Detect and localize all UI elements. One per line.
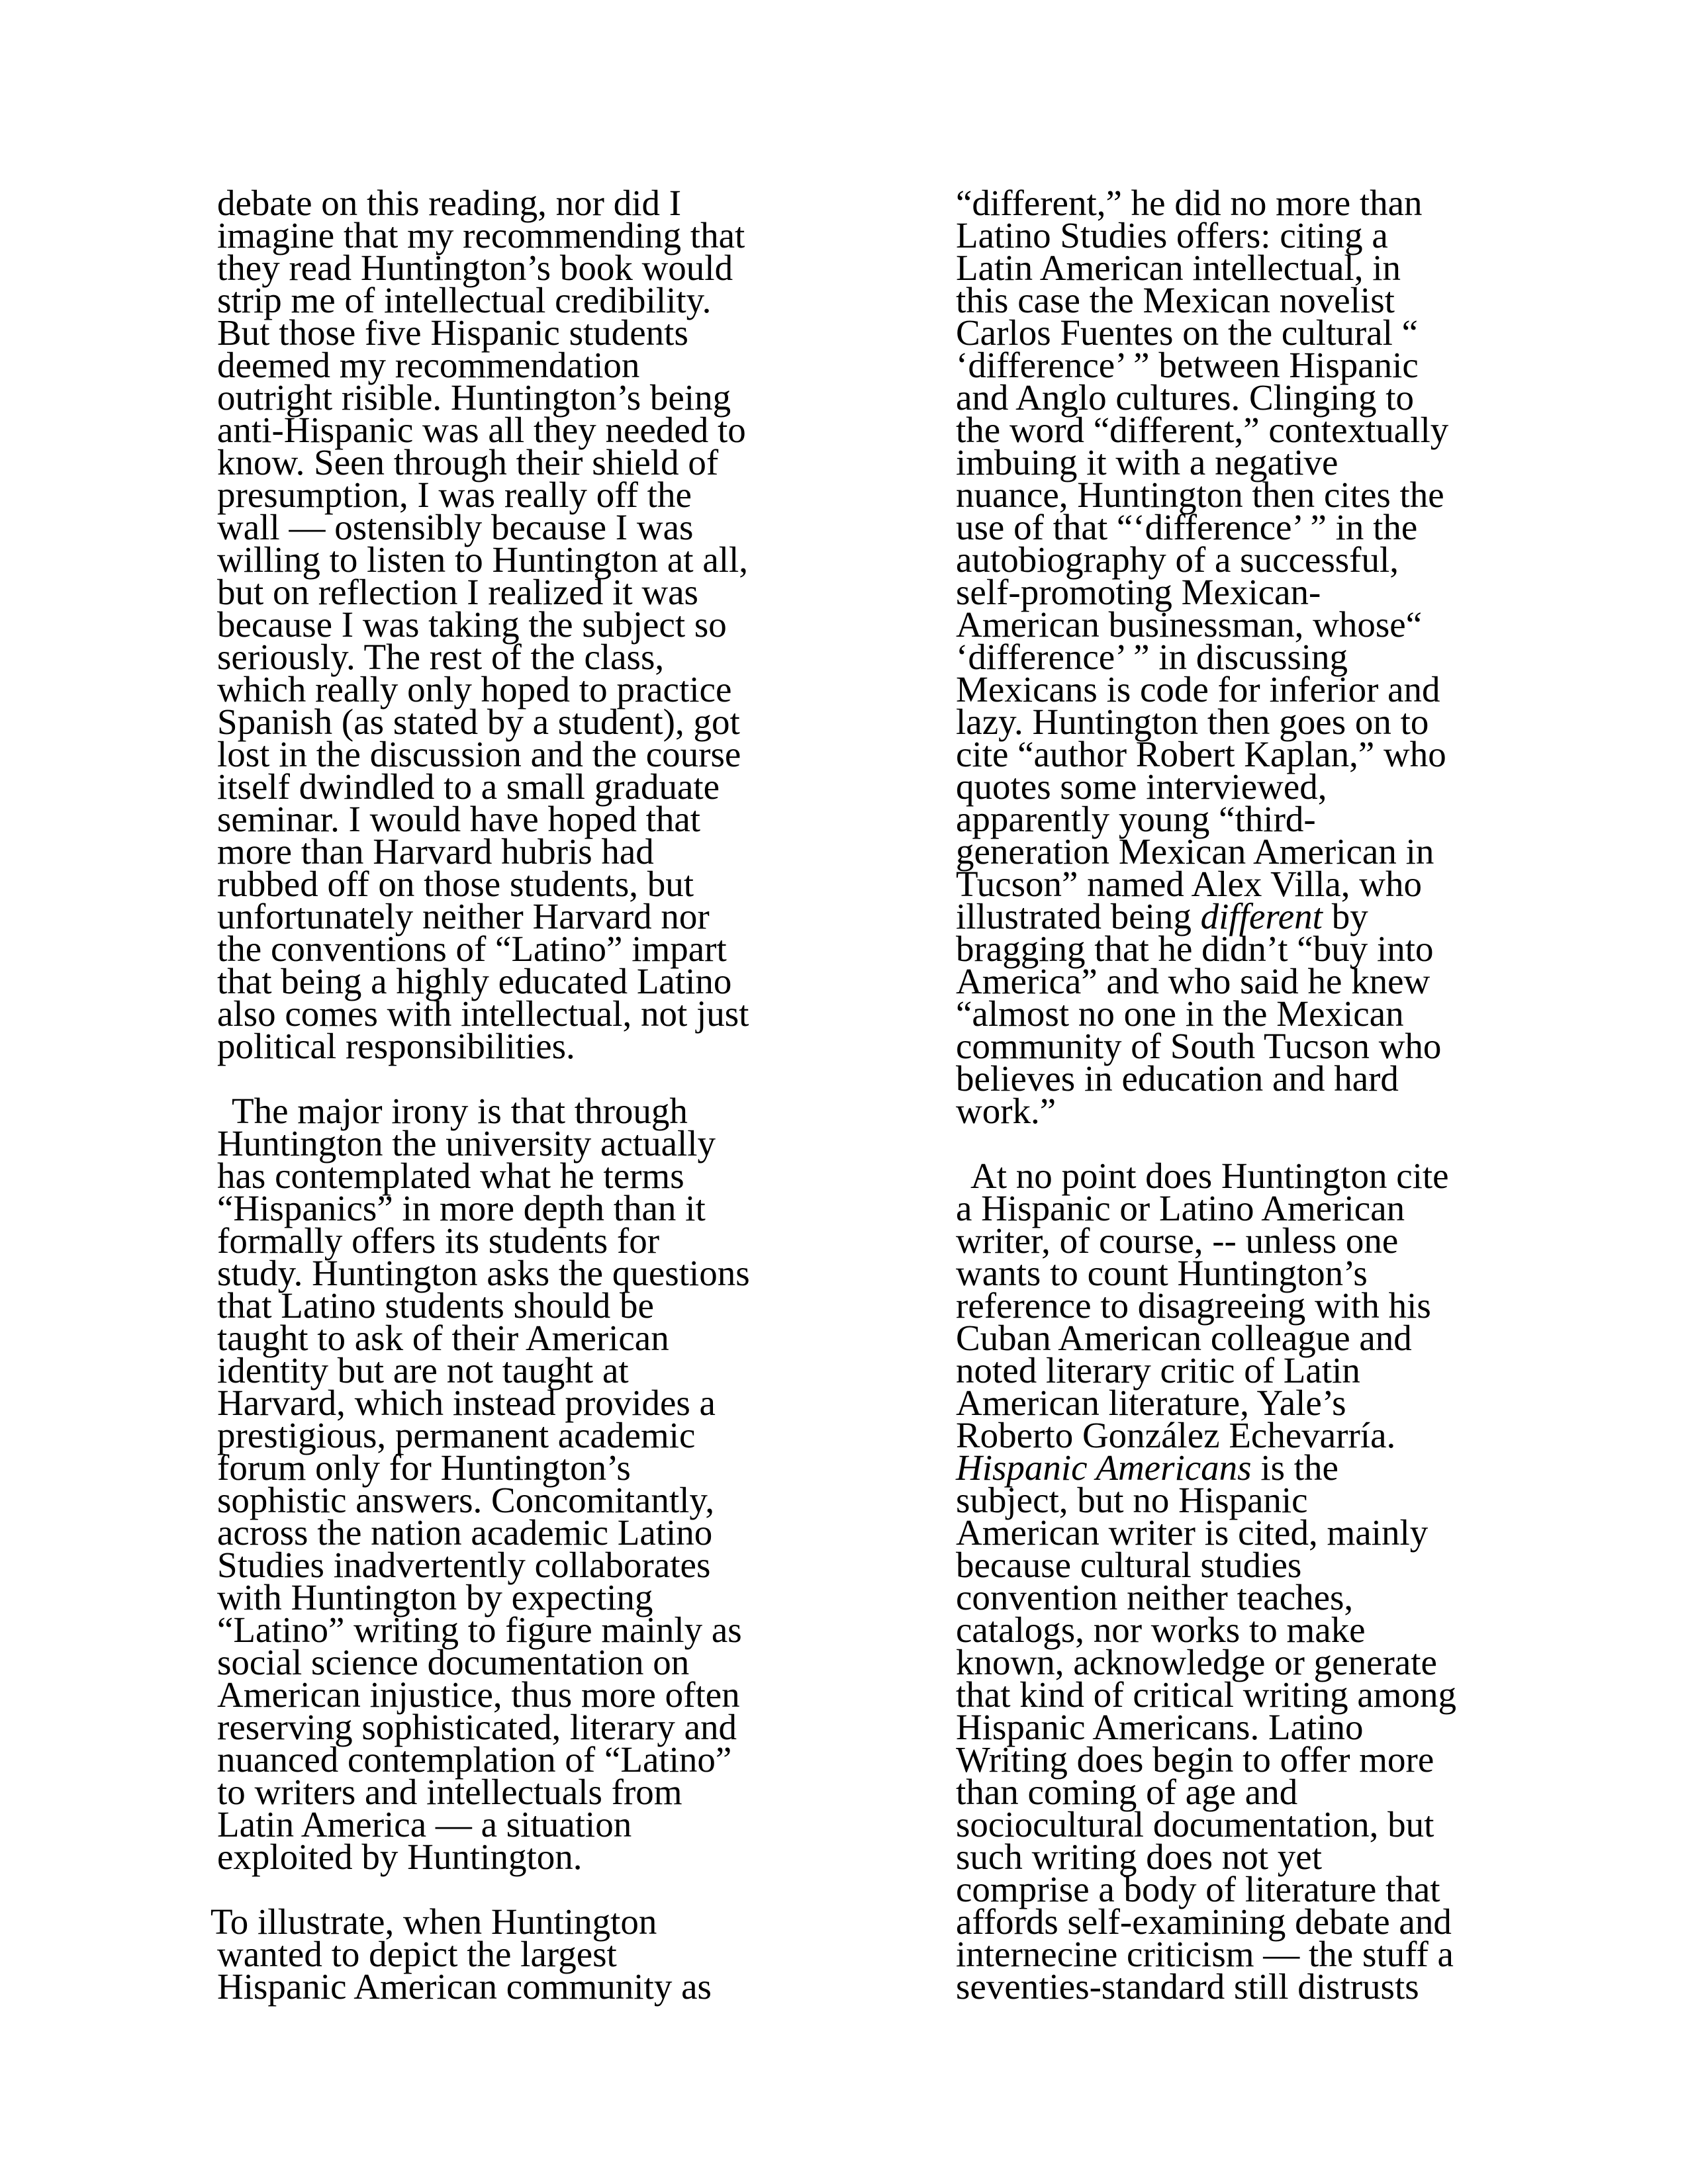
- paragraph-gap: [956, 1127, 1631, 1160]
- text-line: noted literary critic of Latin: [956, 1350, 1360, 1390]
- paragraph-2: [956, 1156, 1631, 2007]
- text-line: known, acknowledge or generate: [956, 1642, 1437, 1682]
- italic-word: different: [1200, 896, 1323, 936]
- text-line: imbuing it with a negative: [956, 442, 1338, 482]
- text-line: American businessman, whose“: [956, 604, 1423, 645]
- italic-phrase: Hispanic Americans: [956, 1447, 1252, 1488]
- text-line: reference to disagreeing with his: [956, 1285, 1431, 1326]
- text-line: autobiography of a successful,: [956, 539, 1399, 580]
- text-line: forum only for Huntington’s: [217, 1447, 631, 1488]
- text-line: America” and who said he knew: [956, 961, 1430, 1001]
- paragraph-1: [217, 183, 886, 1066]
- text-line: presumption, I was really off the: [217, 475, 692, 515]
- text-line: self-promoting Mexican-: [956, 572, 1321, 612]
- text-line: To illustrate, when Huntington: [211, 1901, 657, 1942]
- text-line: cite “author Robert Kaplan,” who: [956, 734, 1446, 774]
- text-line: use of that “‘difference’ ” in the: [956, 507, 1418, 547]
- text-line: At no point does Huntington cite: [970, 1156, 1449, 1196]
- text-line: wall — ostensibly because I was: [217, 507, 694, 547]
- left-column: [211, 183, 886, 2007]
- text-line: ‘difference’ ” between Hispanic: [956, 345, 1419, 385]
- text-line: across the nation academic Latino: [217, 1512, 713, 1553]
- text-line: because I was taking the subject so: [217, 604, 727, 645]
- text-line: Spanish (as stated by a student), got: [217, 702, 740, 742]
- text-line: because cultural studies: [956, 1545, 1302, 1585]
- text-line: strip me of intellectual credibility.: [217, 280, 712, 320]
- text-line: debate on this reading, nor did I: [217, 183, 682, 223]
- text-line: nuance, Huntington then cites the: [956, 475, 1444, 515]
- text-line: social science documentation on: [217, 1642, 690, 1682]
- text-line: subject, but no Hispanic: [956, 1480, 1308, 1520]
- right-column: [956, 183, 1631, 2007]
- text-line: imagine that my recommending that: [217, 215, 745, 255]
- text-line: and Anglo cultures. Clinging to: [956, 377, 1415, 418]
- text-line: that kind of critical writing among: [956, 1674, 1457, 1715]
- text-line: seriously. The rest of the class,: [217, 637, 665, 677]
- text-line: wants to count Huntington’s: [956, 1253, 1368, 1293]
- text-line: nuanced contemplation of “Latino”: [217, 1739, 732, 1780]
- text-line: outright risible. Huntington’s being: [217, 377, 731, 418]
- text-line: study. Huntington asks the questions: [217, 1253, 750, 1293]
- text-line: lazy. Huntington then goes on to: [956, 702, 1429, 742]
- paragraph-gap: [217, 1062, 886, 1095]
- text-line: Writing does begin to offer more: [956, 1739, 1434, 1780]
- text-line: than coming of age and: [956, 1772, 1298, 1812]
- text-line: identity but are not taught at: [217, 1350, 629, 1390]
- text-line: Hispanic Americans. Latino: [956, 1707, 1364, 1747]
- text-line: internecine criticism — the stuff a: [956, 1934, 1454, 1974]
- text-line: unfortunately neither Harvard nor: [217, 896, 710, 936]
- text-line: this case the Mexican novelist: [956, 280, 1395, 320]
- text-line: apparently young “third-: [956, 799, 1316, 839]
- text-line: anti-Hispanic was all they needed to: [217, 410, 746, 450]
- text-line: Tucson” named Alex Villa, who: [956, 864, 1423, 904]
- text-line: wanted to depict the largest: [217, 1934, 617, 1974]
- text-segment: by: [1322, 896, 1368, 936]
- text-line: ‘difference’ ” in discussing: [956, 637, 1348, 677]
- text-line: seventies-standard still distrusts: [956, 1966, 1419, 2007]
- text-line: with Huntington by expecting: [217, 1577, 653, 1617]
- text-line: Latino Studies offers: citing a: [956, 215, 1388, 255]
- text-line: exploited by Huntington.: [217, 1837, 583, 1877]
- text-line: more than Harvard hubris had: [217, 831, 654, 872]
- text-line-with-italic: [956, 896, 1631, 936]
- paragraph-1: [956, 183, 1631, 1131]
- text-line: comprise a body of literature that: [956, 1869, 1440, 1909]
- text-line: Studies inadvertently collaborates: [217, 1545, 711, 1585]
- text-line: taught to ask of their American: [217, 1318, 669, 1358]
- text-line: “almost no one in the Mexican: [956, 993, 1404, 1034]
- text-line: has contemplated what he terms: [217, 1156, 684, 1196]
- text-line: the word “different,” contextually: [956, 410, 1449, 450]
- text-line: willing to listen to Huntington at all,: [217, 539, 749, 580]
- text-line: Huntington the university actually: [217, 1123, 716, 1163]
- text-line: such writing does not yet: [956, 1837, 1322, 1877]
- text-line: American injustice, thus more often: [217, 1674, 740, 1715]
- text-segment: is the: [1251, 1447, 1338, 1488]
- text-line: which really only hoped to practice: [217, 669, 732, 709]
- text-line: the conventions of “Latino” impart: [217, 929, 727, 969]
- text-line: itself dwindled to a small graduate: [217, 766, 720, 807]
- text-line: a Hispanic or Latino American: [956, 1188, 1405, 1228]
- text-line: sociocultural documentation, but: [956, 1804, 1434, 1844]
- text-line: also comes with intellectual, not just: [217, 993, 749, 1034]
- text-line: American literature, Yale’s: [956, 1383, 1346, 1423]
- text-line: convention neither teaches,: [956, 1577, 1354, 1617]
- text-line: that being a highly educated Latino: [217, 961, 732, 1001]
- text-line: American writer is cited, mainly: [956, 1512, 1429, 1553]
- text-line: sophistic answers. Concomitantly,: [217, 1480, 715, 1520]
- text-line: “Hispanics” in more depth than it: [217, 1188, 706, 1228]
- paragraph-gap: [217, 1873, 886, 1905]
- text-line: Mexicans is code for inferior and: [956, 669, 1440, 709]
- text-line: affords self-examining debate and: [956, 1901, 1452, 1942]
- text-line: deemed my recommendation: [217, 345, 640, 385]
- text-line: political responsibilities.: [217, 1026, 575, 1066]
- text-line: Carlos Fuentes on the cultural “: [956, 312, 1419, 353]
- text-line: But those five Hispanic students: [217, 312, 688, 353]
- text-line: The major irony is that through: [232, 1091, 688, 1131]
- text-line: Latin America — a situation: [217, 1804, 632, 1844]
- text-line: community of South Tucson who: [956, 1026, 1442, 1066]
- text-line: seminar. I would have hoped that: [217, 799, 701, 839]
- text-line: that Latino students should be: [217, 1285, 654, 1326]
- text-line: generation Mexican American in: [956, 831, 1434, 872]
- text-line: Harvard, which instead provides a: [217, 1383, 716, 1423]
- paragraph-2: [217, 1091, 886, 1877]
- text-line: reserving sophisticated, literary and: [217, 1707, 737, 1747]
- text-line: quotes some interviewed,: [956, 766, 1327, 807]
- text-line: catalogs, nor works to make: [956, 1610, 1366, 1650]
- paragraph-3: [211, 1901, 886, 2007]
- text-line: formally offers its students for: [217, 1220, 660, 1261]
- text-line: believes in education and hard: [956, 1058, 1399, 1099]
- text-line: bragging that he didn’t “buy into: [956, 929, 1434, 969]
- text-line: “different,” he did no more than: [956, 183, 1423, 223]
- text-line: Roberto González Echevarría.: [956, 1415, 1396, 1455]
- text-line: Latin American intellectual, in: [956, 248, 1401, 288]
- text-line: to writers and intellectuals from: [217, 1772, 682, 1812]
- text-line-with-italic: [956, 1447, 1631, 1488]
- text-line: Cuban American colleague and: [956, 1318, 1412, 1358]
- text-line: but on reflection I realized it was: [217, 572, 698, 612]
- text-line: writer, of course, -- unless one: [956, 1220, 1399, 1261]
- text-line: “Latino” writing to figure mainly as: [217, 1610, 742, 1650]
- text-line: know. Seen through their shield of: [217, 442, 719, 482]
- text-line: prestigious, permanent academic: [217, 1415, 696, 1455]
- text-line: lost in the discussion and the course: [217, 734, 741, 774]
- text-segment: illustrated being: [956, 896, 1201, 936]
- text-line: rubbed off on those students, but: [217, 864, 694, 904]
- text-line: they read Huntington’s book would: [217, 248, 733, 288]
- text-line: Hispanic American community as: [217, 1966, 712, 2007]
- text-line: work.”: [956, 1091, 1056, 1131]
